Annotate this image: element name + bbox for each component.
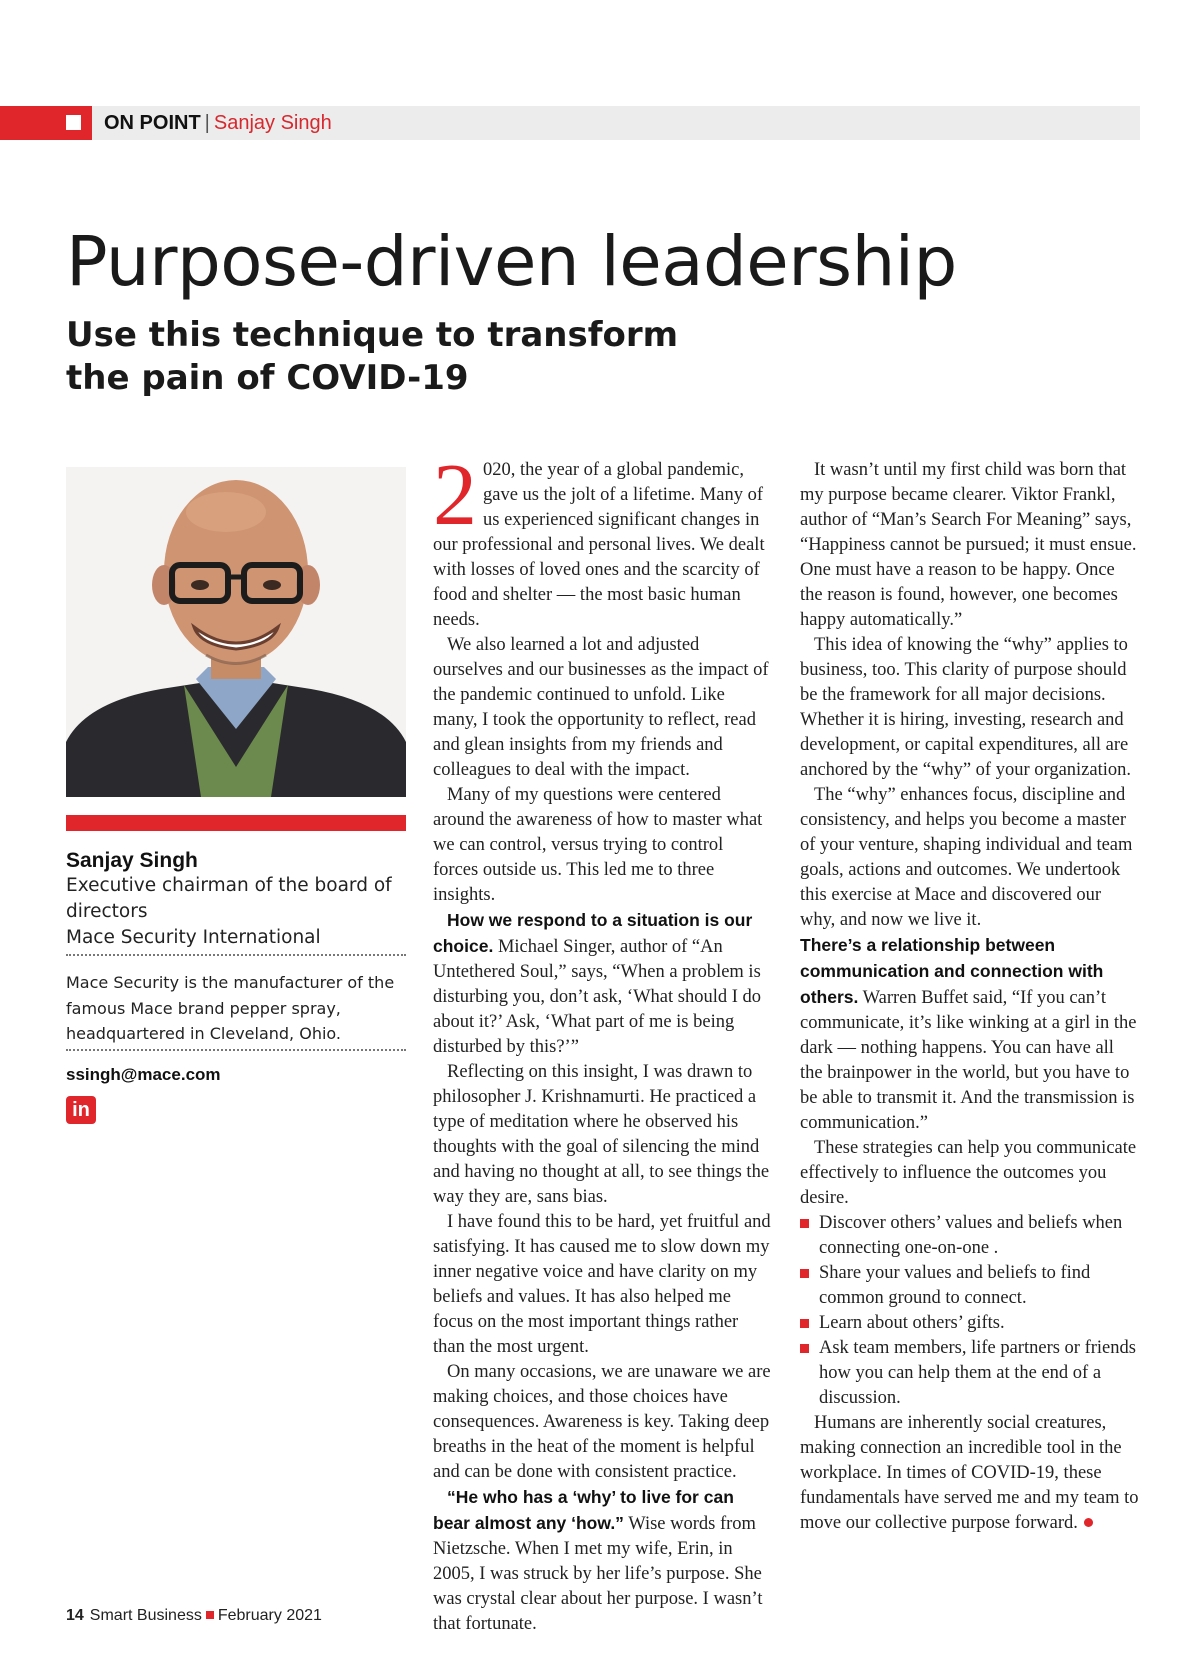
section-kicker: ON POINT	[104, 112, 201, 134]
end-mark-icon	[1084, 1518, 1093, 1527]
article-paragraph: Many of my questions were centered around the awareness of how to master what we can control, versus trying to control forces outside us. This led me to three insights.	[433, 785, 763, 905]
list-item-text: Learn about others’ gifts.	[819, 1313, 1005, 1333]
paragraph-text: Michael Singer, author of “An Untethered Soul,” says, “When a problem is disturbing you, don’t ask, ‘What should I do about it?’ Ask, ‘What part of me is being disturbed by this?’”	[433, 937, 762, 1057]
article-paragraph	[800, 933, 1140, 1136]
strategy-list	[800, 1211, 1140, 1411]
photo-accent-rule	[66, 815, 406, 831]
page-number: 14	[66, 1607, 84, 1624]
paragraph-lead-in: There’s a relationship between communication and connection with others.	[800, 935, 1104, 1007]
section-label	[104, 112, 332, 134]
bullet-square-icon	[800, 1344, 809, 1353]
list-item-text: Discover others’ values and beliefs when connecting one-on-one .	[819, 1213, 1123, 1258]
article-headline: Purpose-driven leadership	[66, 222, 957, 302]
drop-cap: 2	[433, 447, 477, 544]
bio-company: Mace Security International	[66, 927, 321, 948]
paragraph-text: Warren Buffet said, “If you can’t communicate, it’s like winking at a girl in the dark — nothing happens. You can have all the brainpower in the world, but you have to be able to transmit it. And the transmission is communication.”	[800, 988, 1137, 1133]
bio-title: Executive chairman of the board of directors	[66, 875, 392, 922]
article-paragraph: These strategies can help you communicate effectively to influence the outcomes you desire.	[800, 1138, 1137, 1208]
article-paragraph: Reflecting on this insight, I was drawn to philosopher J. Krishnamurti. He practiced a type of meditation where he observed his thoughts with the goal of silencing the mind and having no thought at all, to see things the way they are, sans bias.	[433, 1062, 770, 1207]
article-column-1	[433, 447, 773, 1637]
article-paragraph	[800, 1411, 1140, 1536]
bio-name: Sanjay Singh	[66, 849, 198, 872]
article-paragraph: The “why” enhances focus, discipline and consistency, and helps you become a master of your venture, shaping individual and team goals, actions and outcomes. We undertook this exercise at Mace and discovered our why, and now we live it.	[800, 785, 1133, 930]
list-item	[800, 1211, 1140, 1261]
linkedin-icon[interactable]: in	[66, 1096, 96, 1124]
bio-description: Mace Security is the manufacturer of the famous Mace brand pepper spray, headquartered in Cleveland, Ohio.	[66, 973, 395, 1043]
article-paragraph: I have found this to be hard, yet fruitful and satisfying. It has caused me to slow down my inner negative voice and have clarity on my beliefs and values. It has also helped me focus on the most important things rather than the most urgent.	[433, 1212, 771, 1357]
article-paragraph	[433, 1485, 773, 1637]
paragraph-text: 020, the year of a global pandemic, gave us the jolt of a lifetime. Many of us experienced significant changes in our professional and personal lives. We dealt with losses of loved ones and the scarcity of food and shelter — the most basic human needs.	[433, 460, 765, 630]
bio-divider	[66, 1049, 406, 1051]
article-paragraph: On many occasions, we are unaware we are making choices, and those choices have consequences. Awareness is key. Taking deep breaths in the heat of the moment is helpful and can be done with consistent practice.	[433, 1362, 771, 1482]
bullet-square-icon	[800, 1219, 809, 1228]
section-separator: |	[204, 112, 210, 134]
square-icon	[66, 115, 81, 130]
bio-title-block	[66, 873, 406, 951]
bullet-square-icon	[800, 1319, 809, 1328]
list-item-text: Ask team members, life partners or friends how you can help them at the end of a discussion.	[819, 1338, 1136, 1408]
bullet-square-icon	[800, 1269, 809, 1278]
bio-email-link[interactable]: ssingh@mace.com	[66, 1065, 221, 1084]
paragraph-lead-in: “He who has a ‘why’ to live for can bear almost any ‘how.”	[433, 1487, 734, 1533]
issue-date: February 2021	[217, 1607, 322, 1624]
list-item	[800, 1311, 1140, 1336]
list-item-text: Share your values and beliefs to find common ground to connect.	[819, 1263, 1091, 1308]
list-item	[800, 1336, 1140, 1411]
paragraph-lead-in: How we respond to a situation is our choice.	[433, 910, 753, 956]
paragraph-text: Wise words from Nietzsche. When I met my wife, Erin, in 2005, I was struck by her life’s purpose. She was crystal clear about her purpose. I wasn’t that fortunate.	[433, 1514, 763, 1634]
square-icon	[206, 1611, 214, 1619]
paragraph-text: Humans are inherently social creatures, making connection an incredible tool in the workplace. In times of COVID-19, these fundamentals have served me and my team to move our collective purpose forward.	[800, 1413, 1139, 1533]
article-paragraph: It wasn’t until my first child was born that my purpose became clearer. Viktor Frankl, author of “Man’s Search For Meaning” says, “Happiness cannot be pursued; it must ensue. One must have a reason to be happy. Once the reason is found, however, one becomes happy automatically.”	[800, 460, 1137, 630]
article-paragraph: We also learned a lot and adjusted ourselves and our businesses as the impact of the pandemic continued to unfold. Like many, I took the opportunity to reflect, read and glean insights from my friends and colleagues to deal with the impact.	[433, 635, 769, 780]
page-footer	[66, 1606, 322, 1626]
article-paragraph	[433, 908, 773, 1060]
section-accent-block	[0, 106, 92, 140]
article-column-2	[800, 458, 1140, 1536]
author-portrait-illustration	[66, 467, 406, 797]
section-header-bar	[0, 106, 1140, 140]
list-item	[800, 1261, 1140, 1311]
bio-divider	[66, 954, 406, 956]
article-deck: Use this technique to transform the pain of COVID-19	[66, 315, 679, 398]
author-photo	[66, 467, 406, 797]
article-paragraph: This idea of knowing the “why” applies to business, too. This clarity of purpose should be the framework for all major decisions. Whether it is hiring, investing, research and development, or capital expenditures, all are anchored by the “why” of your organization.	[800, 635, 1132, 780]
publication-name: Smart Business	[89, 1607, 202, 1624]
column-author: Sanjay Singh	[213, 112, 332, 134]
article-paragraph	[433, 447, 773, 633]
